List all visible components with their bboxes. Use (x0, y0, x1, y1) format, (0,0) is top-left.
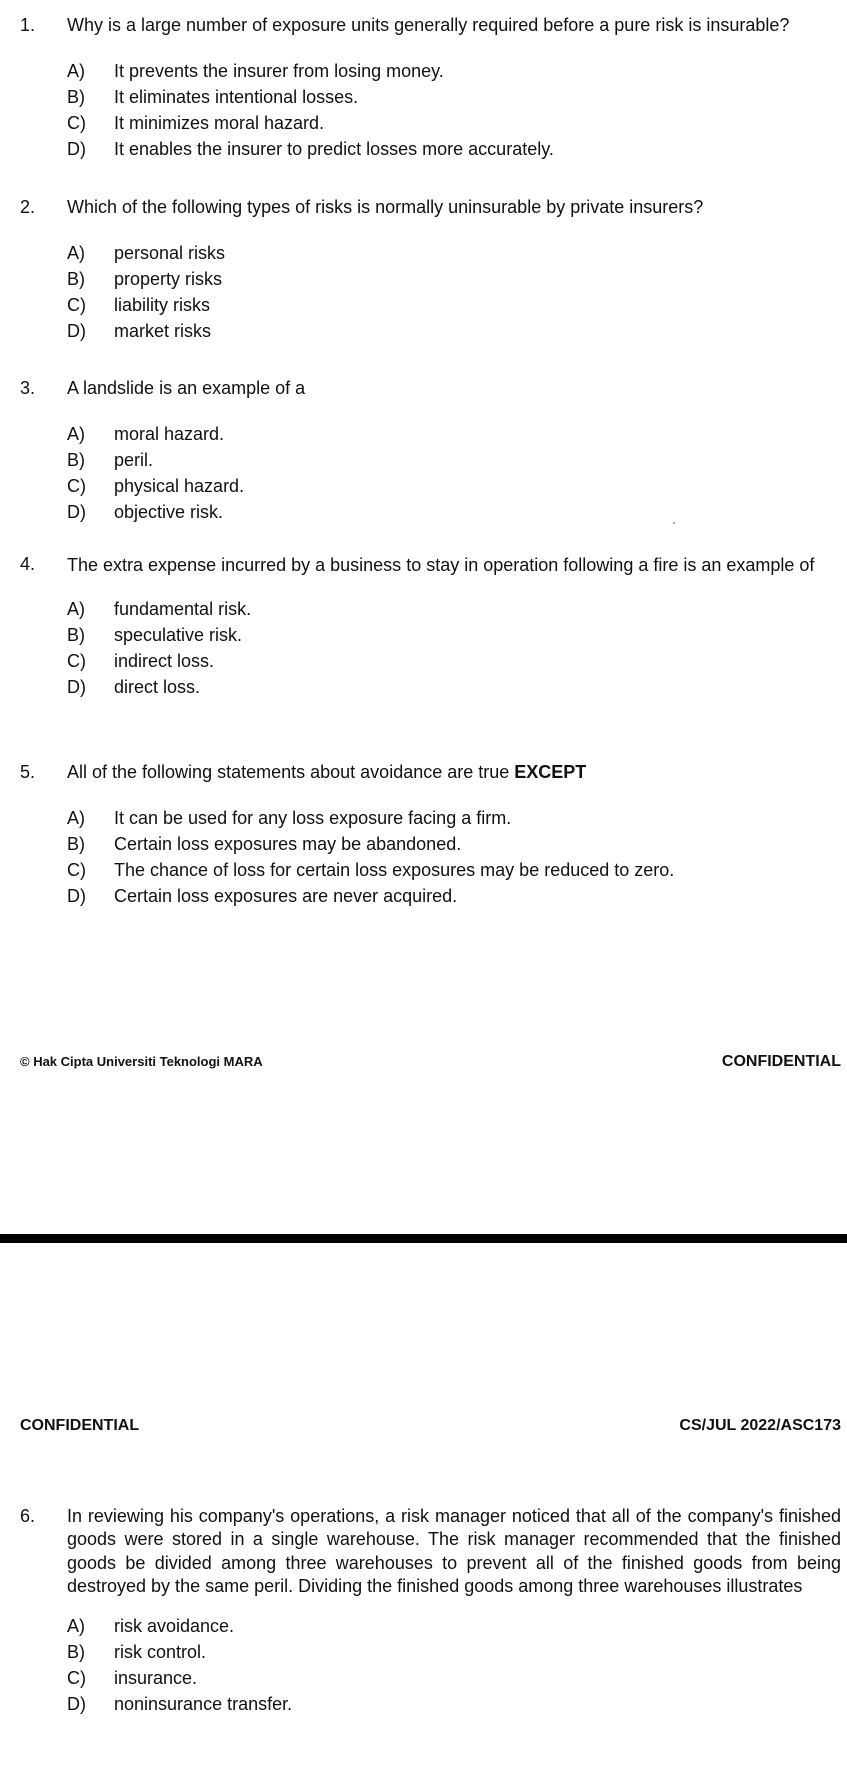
question-stem (0, 761, 847, 784)
option-d (0, 320, 847, 346)
option-text: liability risks (114, 294, 211, 315)
question-text: Why is a large number of exposure units generally required before a pure risk is insurable? (67, 15, 790, 35)
option-text: personal risks (114, 242, 226, 263)
question-1 (0, 14, 847, 164)
copyright-notice: © Hak Cipta Universiti Teknologi MARA (20, 1054, 263, 1069)
option-list (0, 242, 847, 346)
question-text: A landslide is an example of a (67, 378, 306, 398)
option-text: market risks (114, 320, 212, 341)
option-text: It prevents the insurer from losing money. (114, 60, 444, 81)
option-letter: B) (67, 833, 85, 854)
option-d (0, 1693, 847, 1719)
option-b (0, 268, 847, 294)
option-text: fundamental risk. (114, 599, 252, 620)
question-number: 4. (20, 554, 36, 574)
question-3 (0, 377, 847, 527)
option-text: It enables the insurer to predict losses more accurately. (114, 138, 554, 159)
option-text: The chance of loss for certain loss exposures may be reduced to zero. (114, 859, 675, 880)
option-letter: B) (67, 86, 85, 107)
option-a (0, 423, 847, 449)
option-text: property risks (114, 268, 223, 289)
option-text: risk avoidance. (114, 1615, 235, 1636)
option-letter: D) (67, 138, 86, 159)
option-a (0, 807, 847, 833)
option-list (0, 598, 847, 702)
option-list (0, 1615, 847, 1719)
option-c (0, 112, 847, 138)
question-number: 6. (20, 1506, 36, 1526)
option-letter: C) (67, 294, 86, 315)
option-d (0, 885, 847, 911)
option-a (0, 1615, 847, 1641)
question-text (67, 761, 841, 784)
option-text: risk control. (114, 1641, 207, 1662)
option-c (0, 475, 847, 501)
option-text: moral hazard. (114, 423, 225, 444)
option-letter: A) (67, 423, 85, 444)
option-letter: A) (67, 807, 85, 828)
question-text: Which of the following types of risks is normally uninsurable by private insurers? (67, 197, 704, 217)
question-6 (0, 1505, 847, 1719)
option-b (0, 449, 847, 475)
option-c (0, 1667, 847, 1693)
option-letter: C) (67, 651, 86, 672)
option-letter: A) (67, 60, 85, 81)
option-letter: A) (67, 1615, 85, 1636)
confidential-label: CONFIDENTIAL (721, 1053, 841, 1070)
option-letter: D) (67, 1693, 86, 1714)
option-letter: B) (67, 268, 85, 289)
question-stem (0, 196, 847, 219)
question-number: 1. (20, 15, 36, 35)
option-letter: C) (67, 112, 86, 133)
option-text: insurance. (114, 1667, 198, 1688)
option-letter: C) (67, 475, 86, 496)
option-text: noninsurance transfer. (114, 1693, 293, 1714)
question-text: The extra expense incurred by a business to stay in operation following a fire is an example of (67, 555, 815, 575)
option-letter: C) (67, 859, 86, 880)
option-c (0, 859, 847, 885)
question-2 (0, 196, 847, 346)
option-text: It can be used for any loss exposure facing a firm. (114, 807, 512, 828)
page-divider (0, 1234, 847, 1243)
emphasis-except: EXCEPT (514, 762, 587, 782)
option-letter: C) (67, 1667, 86, 1688)
option-letter: B) (67, 625, 85, 646)
option-d (0, 138, 847, 164)
question-number: 2. (20, 197, 36, 217)
option-letter: D) (67, 885, 86, 906)
option-list (0, 807, 847, 911)
option-list (0, 423, 847, 527)
option-letter: B) (67, 449, 85, 470)
option-letter: D) (67, 501, 86, 522)
paper-code: CS/JUL 2022/ASC173 (679, 1417, 841, 1434)
scan-speck (673, 522, 675, 524)
option-letter: D) (67, 320, 86, 341)
option-b (0, 86, 847, 112)
option-c (0, 294, 847, 320)
option-text: direct loss. (114, 677, 201, 698)
question-stem (0, 14, 847, 37)
question-text: In reviewing his company's operations, a risk manager noticed that all of the company's finished goods were stored in a single warehouse. The risk manager recommended that the finished goods be divided among three warehouses to prevent all of the finished goods from being destroyed by the same peril. Dividing the finished goods among three warehouses illustrates (67, 1506, 841, 1597)
option-text: Certain loss exposures are never acquired. (114, 885, 458, 906)
option-text: It eliminates intentional losses. (114, 86, 359, 107)
option-d (0, 501, 847, 527)
option-text: Certain loss exposures may be abandoned. (114, 833, 462, 854)
option-b (0, 833, 847, 859)
option-letter: A) (67, 242, 85, 263)
option-d (0, 676, 847, 702)
option-a (0, 242, 847, 268)
option-a (0, 60, 847, 86)
question-stem (0, 377, 847, 400)
option-text: It minimizes moral hazard. (114, 112, 325, 133)
confidential-label: CONFIDENTIAL (20, 1417, 140, 1434)
option-text: indirect loss. (114, 651, 215, 672)
option-letter: B) (67, 1641, 85, 1662)
option-list (0, 60, 847, 164)
option-letter: D) (67, 677, 86, 698)
option-text: objective risk. (114, 501, 224, 522)
question-text-main: All of the following statements about avoidance are true (67, 762, 510, 782)
option-text: physical hazard. (114, 475, 245, 496)
option-b (0, 1641, 847, 1667)
option-text: speculative risk. (114, 625, 243, 646)
question-4 (0, 553, 847, 702)
option-letter: A) (67, 599, 85, 620)
question-number: 5. (20, 762, 36, 782)
question-5 (0, 761, 847, 911)
option-c (0, 650, 847, 676)
question-number: 3. (20, 378, 36, 398)
question-stem (0, 553, 847, 577)
option-b (0, 624, 847, 650)
option-a (0, 598, 847, 624)
question-stem (0, 1505, 847, 1599)
option-text: peril. (114, 449, 154, 470)
